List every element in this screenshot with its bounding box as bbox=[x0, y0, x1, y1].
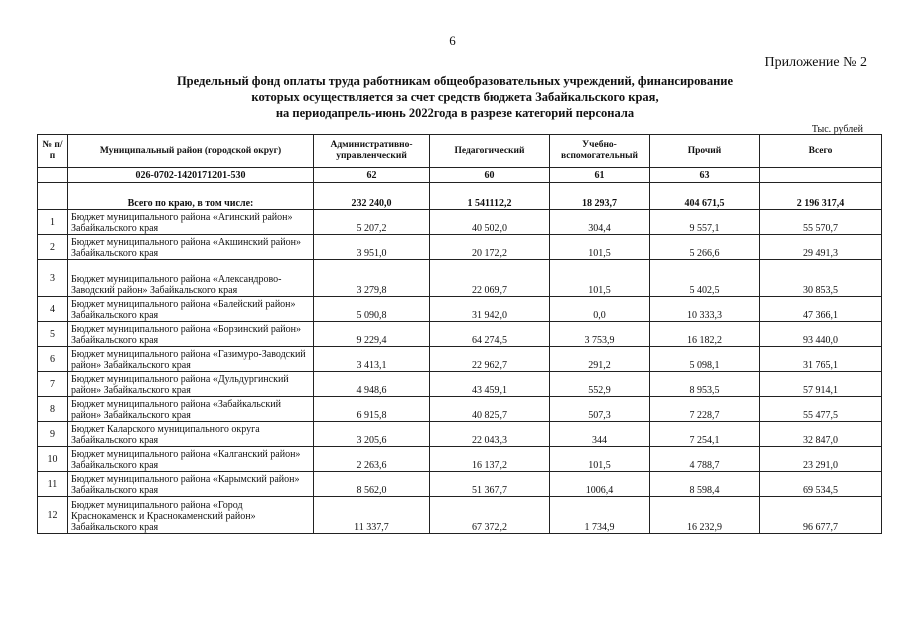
table-row bbox=[38, 447, 882, 472]
total-ped: 1 541112,2 bbox=[430, 183, 550, 210]
admin-value: 3 279,8 bbox=[314, 260, 430, 297]
aux-value: 101,5 bbox=[550, 235, 650, 260]
ped-value: 67 372,2 bbox=[430, 497, 550, 534]
other-value: 7 254,1 bbox=[650, 422, 760, 447]
total-admin: 232 240,0 bbox=[314, 183, 430, 210]
code-row-num bbox=[38, 168, 68, 183]
admin-value: 2 263,6 bbox=[314, 447, 430, 472]
row-num: 10 bbox=[38, 447, 68, 472]
aux-value: 344 bbox=[550, 422, 650, 447]
table-row bbox=[38, 372, 882, 397]
budget-table bbox=[37, 134, 882, 534]
other-value: 16 182,2 bbox=[650, 322, 760, 347]
aux-value: 1 734,9 bbox=[550, 497, 650, 534]
table-row bbox=[38, 472, 882, 497]
admin-value: 3 413,1 bbox=[314, 347, 430, 372]
ped-value: 20 172,2 bbox=[430, 235, 550, 260]
ped-value: 40 502,0 bbox=[430, 210, 550, 235]
code-ped: 60 bbox=[430, 168, 550, 183]
other-value: 7 228,7 bbox=[650, 397, 760, 422]
other-value: 5 402,5 bbox=[650, 260, 760, 297]
ped-value: 22 069,7 bbox=[430, 260, 550, 297]
total-value: 23 291,0 bbox=[760, 447, 882, 472]
page-number: 6 bbox=[449, 33, 456, 48]
other-value: 4 788,7 bbox=[650, 447, 760, 472]
other-value: 5 098,1 bbox=[650, 347, 760, 372]
table-row bbox=[38, 322, 882, 347]
aux-value: 304,4 bbox=[550, 210, 650, 235]
title-line-3: на периодапрель-июнь 2022года в разрезе категорий персонала bbox=[275, 106, 635, 120]
admin-value: 5 090,8 bbox=[314, 297, 430, 322]
total-value: 31 765,1 bbox=[760, 347, 882, 372]
total-value: 30 853,5 bbox=[760, 260, 882, 297]
district-name: Бюджет муниципального района «Агинский район» Забайкальского края bbox=[68, 210, 314, 235]
total-value: 69 534,5 bbox=[760, 472, 882, 497]
district-name: Бюджет муниципального района «Калганский район» Забайкальского края bbox=[68, 447, 314, 472]
other-value: 9 557,1 bbox=[650, 210, 760, 235]
admin-value: 11 337,7 bbox=[314, 497, 430, 534]
header-other: Прочий bbox=[650, 135, 760, 168]
code-total bbox=[760, 168, 882, 183]
total-value: 93 440,0 bbox=[760, 322, 882, 347]
aux-value: 291,2 bbox=[550, 347, 650, 372]
total-value: 96 677,7 bbox=[760, 497, 882, 534]
total-value: 55 570,7 bbox=[760, 210, 882, 235]
district-name: Бюджет муниципального района «Карымский район» Забайкальского края bbox=[68, 472, 314, 497]
header-aux: Учебно-вспомогательный bbox=[550, 135, 650, 168]
code-row bbox=[38, 168, 882, 183]
title-line-1: Предельный фонд оплаты труда работникам общеобразовательных учреждений, финансирование bbox=[176, 74, 734, 88]
ped-value: 51 367,7 bbox=[430, 472, 550, 497]
table-row bbox=[38, 422, 882, 447]
table-row bbox=[38, 397, 882, 422]
row-num: 8 bbox=[38, 397, 68, 422]
aux-value: 101,5 bbox=[550, 260, 650, 297]
district-name: Бюджет муниципального района «Александрово-Заводский район» Забайкальского края bbox=[68, 260, 314, 297]
table-row bbox=[38, 235, 882, 260]
district-name: Бюджет муниципального района «Газимуро-Заводский район» Забайкальского края bbox=[68, 347, 314, 372]
header-num: № п/п bbox=[38, 135, 68, 168]
units-label: Тыс. рублей bbox=[811, 124, 863, 135]
total-row bbox=[38, 183, 882, 210]
code-aux: 61 bbox=[550, 168, 650, 183]
aux-value: 101,5 bbox=[550, 447, 650, 472]
ped-value: 22 043,3 bbox=[430, 422, 550, 447]
title-line-2: которых осуществляется за счет средств бюджета Забайкальского края, bbox=[251, 90, 659, 104]
row-num: 3 bbox=[38, 260, 68, 297]
district-name: Бюджет муниципального района «Дульдургинский район» Забайкальского края bbox=[68, 372, 314, 397]
aux-value: 507,3 bbox=[550, 397, 650, 422]
total-value: 47 366,1 bbox=[760, 297, 882, 322]
header-admin: Административно-управленческий bbox=[314, 135, 430, 168]
ped-value: 40 825,7 bbox=[430, 397, 550, 422]
other-value: 10 333,3 bbox=[650, 297, 760, 322]
other-value: 16 232,9 bbox=[650, 497, 760, 534]
header-row bbox=[38, 135, 882, 168]
ped-value: 22 962,7 bbox=[430, 347, 550, 372]
district-name: Бюджет Каларского муниципального округа Забайкальского края bbox=[68, 422, 314, 447]
table-row bbox=[38, 260, 882, 297]
total-label: Всего по краю, в том числе: bbox=[68, 183, 314, 210]
admin-value: 4 948,6 bbox=[314, 372, 430, 397]
admin-value: 3 951,0 bbox=[314, 235, 430, 260]
budget-code: 026-0702-1420171201-530 bbox=[68, 168, 314, 183]
total-value: 29 491,3 bbox=[760, 235, 882, 260]
table-row bbox=[38, 297, 882, 322]
document-title bbox=[60, 73, 850, 121]
admin-value: 3 205,6 bbox=[314, 422, 430, 447]
other-value: 5 266,6 bbox=[650, 235, 760, 260]
total-total: 2 196 317,4 bbox=[760, 183, 882, 210]
row-num: 5 bbox=[38, 322, 68, 347]
ped-value: 16 137,2 bbox=[430, 447, 550, 472]
admin-value: 5 207,2 bbox=[314, 210, 430, 235]
row-num: 2 bbox=[38, 235, 68, 260]
total-aux: 18 293,7 bbox=[550, 183, 650, 210]
aux-value: 3 753,9 bbox=[550, 322, 650, 347]
aux-value: 0,0 bbox=[550, 297, 650, 322]
row-num: 9 bbox=[38, 422, 68, 447]
table-row bbox=[38, 497, 882, 534]
row-num: 4 bbox=[38, 297, 68, 322]
district-name: Бюджет муниципального района «Борзинский район» Забайкальского края bbox=[68, 322, 314, 347]
district-name: Бюджет муниципального района «Балейский район» Забайкальского края bbox=[68, 297, 314, 322]
table-row bbox=[38, 210, 882, 235]
total-value: 57 914,1 bbox=[760, 372, 882, 397]
total-value: 32 847,0 bbox=[760, 422, 882, 447]
admin-value: 9 229,4 bbox=[314, 322, 430, 347]
admin-value: 6 915,8 bbox=[314, 397, 430, 422]
row-num: 1 bbox=[38, 210, 68, 235]
row-num: 7 bbox=[38, 372, 68, 397]
ped-value: 64 274,5 bbox=[430, 322, 550, 347]
header-total: Всего bbox=[760, 135, 882, 168]
other-value: 8 953,5 bbox=[650, 372, 760, 397]
row-num: 12 bbox=[38, 497, 68, 534]
ped-value: 43 459,1 bbox=[430, 372, 550, 397]
code-admin: 62 bbox=[314, 168, 430, 183]
appendix-label: Приложение № 2 bbox=[764, 55, 867, 70]
header-district: Муниципальный район (городской округ) bbox=[68, 135, 314, 168]
district-name: Бюджет муниципального района «Город Краснокаменск и Краснокаменский район» Забайкальского края bbox=[68, 497, 314, 534]
ped-value: 31 942,0 bbox=[430, 297, 550, 322]
district-name: Бюджет муниципального района «Забайкальский район» Забайкальского края bbox=[68, 397, 314, 422]
row-num: 6 bbox=[38, 347, 68, 372]
admin-value: 8 562,0 bbox=[314, 472, 430, 497]
aux-value: 552,9 bbox=[550, 372, 650, 397]
table-row bbox=[38, 347, 882, 372]
total-other: 404 671,5 bbox=[650, 183, 760, 210]
header-ped: Педагогический bbox=[430, 135, 550, 168]
district-name: Бюджет муниципального района «Акшинский район» Забайкальского края bbox=[68, 235, 314, 260]
other-value: 8 598,4 bbox=[650, 472, 760, 497]
row-num: 11 bbox=[38, 472, 68, 497]
code-other: 63 bbox=[650, 168, 760, 183]
total-value: 55 477,5 bbox=[760, 397, 882, 422]
total-row-num bbox=[38, 183, 68, 210]
aux-value: 1006,4 bbox=[550, 472, 650, 497]
